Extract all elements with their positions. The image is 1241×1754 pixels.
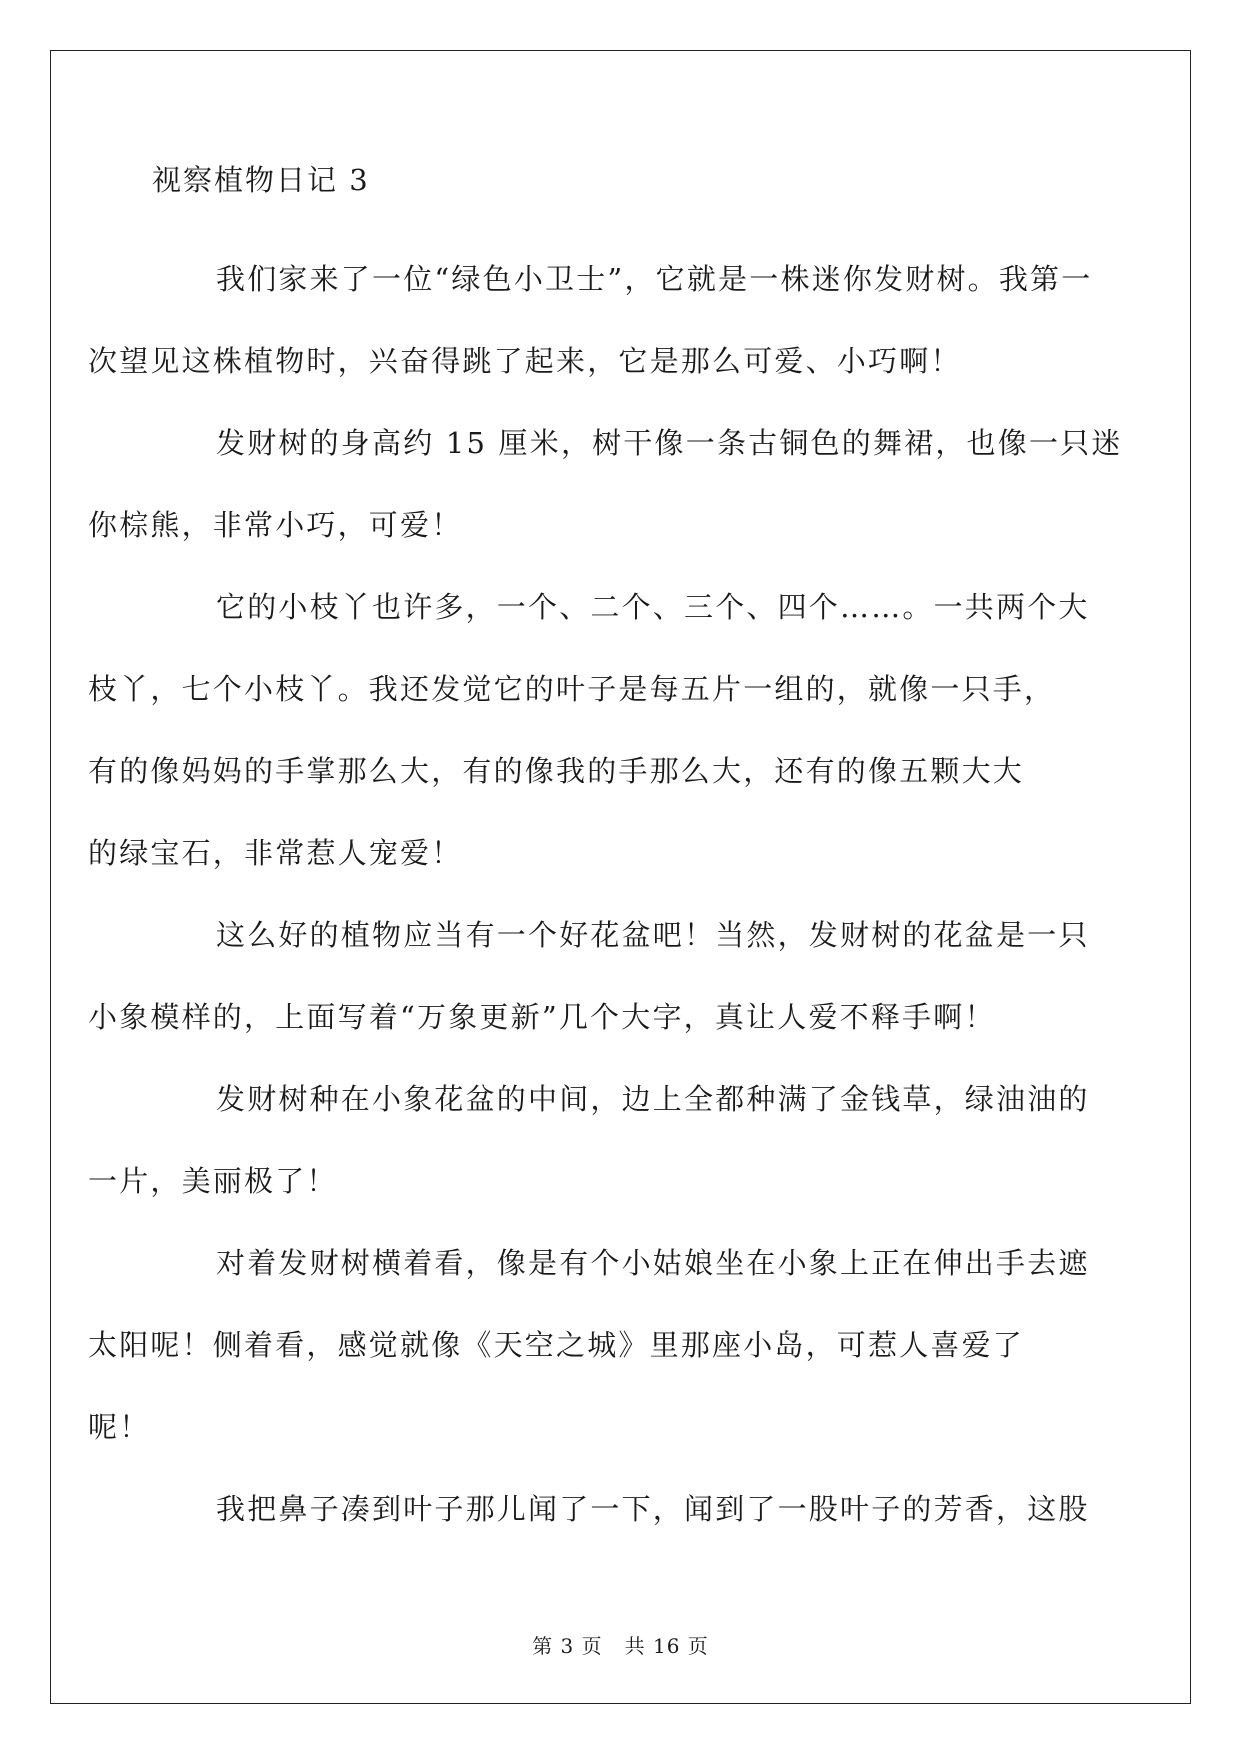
paragraph-line: 发财树种在小象花盆的中间，边上全都种满了金钱草，绿油油的: [216, 1082, 1090, 1116]
paragraph-2: [88, 402, 1123, 566]
paragraph-line: 小象模样的，上面写着“万象更新”几个大字，真让人爱不释手啊！: [88, 1000, 996, 1034]
paragraph-line: 发财树的身高约 15 厘米，树干像一条古铜色的舞裙，也像一只迷: [216, 426, 1123, 460]
paragraph-line: 太阳呢！侧着看，感觉就像《天空之城》里那座小岛，可惹人喜爱了: [88, 1328, 1025, 1362]
paragraph-7: [152, 1468, 1102, 1550]
document-title: 视察植物日记 3: [152, 163, 370, 197]
page-number: 第 3 页: [532, 1634, 603, 1658]
paragraph-line: 有的像妈妈的手掌那么大，有的像我的手那么大，还有的像五颗大大: [88, 754, 1025, 788]
paragraph-3: [88, 566, 1102, 894]
paragraph-line: 你棕熊，非常小巧，可爱！: [88, 508, 463, 542]
paragraph-line: 枝丫，七个小枝丫。我还发觉它的叶子是每五片一组的，就像一只手，: [88, 672, 1056, 706]
paragraph-line: 的绿宝石，非常惹人宠爱！: [88, 836, 463, 870]
paragraph-1: [88, 238, 1102, 402]
document-body: [88, 160, 1123, 1550]
paragraph-5: [88, 1058, 1102, 1222]
paragraph-line: 我把鼻子凑到叶子那儿闻了一下，闻到了一股叶子的芳香，这股: [216, 1492, 1090, 1526]
paragraph-6: [88, 1222, 1102, 1468]
paragraph-line: 一片，美丽极了！: [88, 1164, 338, 1198]
paragraph-line: 这么好的植物应当有一个好花盆吧！当然，发财树的花盆是一只: [216, 918, 1090, 952]
page-footer: [0, 1630, 1241, 1659]
page-total: 共 16 页: [624, 1634, 709, 1658]
paragraph-line: 次望见这株植物时，兴奋得跳了起来，它是那么可爱、小巧啊！: [88, 344, 962, 378]
paragraph-line: 它的小枝丫也许多，一个、二个、三个、四个……。一共两个大: [216, 590, 1090, 624]
paragraph-line: 对着发财树横着看，像是有个小姑娘坐在小象上正在伸出手去遮: [216, 1246, 1090, 1280]
paragraph-line: 呢！: [88, 1410, 151, 1444]
paragraph-4: [88, 894, 1102, 1058]
paragraph-line: 我们家来了一位“绿色小卫士”，它就是一株迷你发财树。我第一: [216, 262, 1093, 296]
